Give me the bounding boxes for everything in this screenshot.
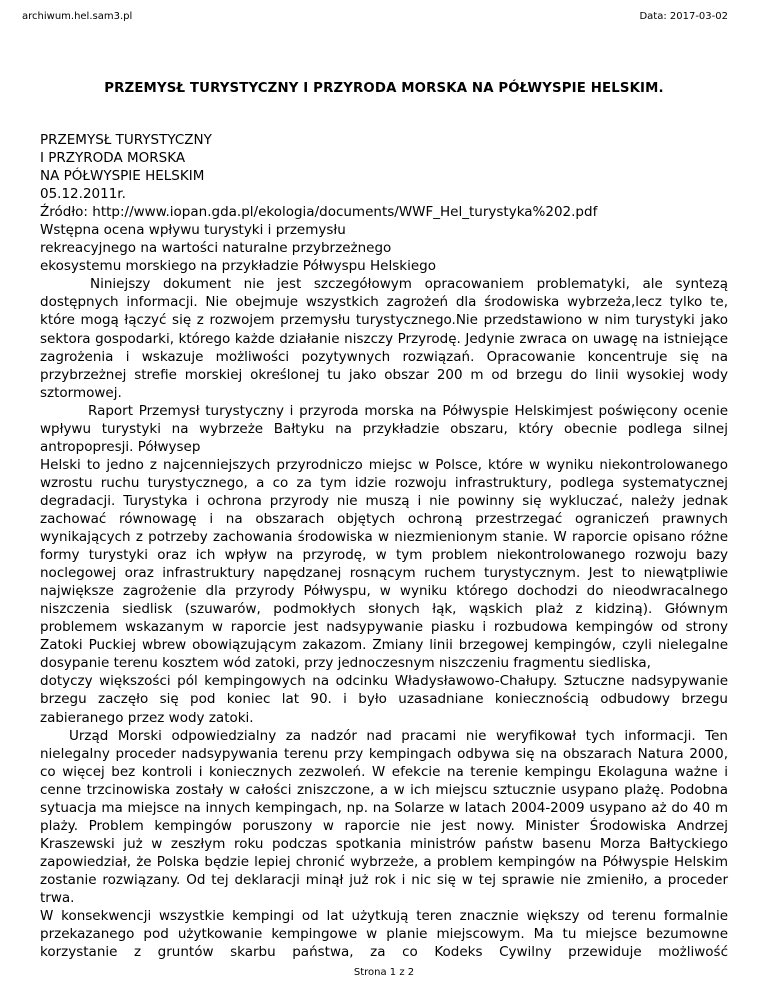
article-body — [40, 131, 728, 961]
intro-line: I PRZYRODA MORSKA — [40, 150, 186, 167]
subtitle-line: ekosystemu morskiego na przykładzie Półwyspu Helskiego — [40, 258, 436, 275]
paragraph: dotyczy większości pól kempingowych na odcinku Władysławowo-Chałupy. Sztuczne nadsypywanie brzegu zaczęło się pod koniec lat 90. i było uzasadniane koniecznością odbudowy brzegu zabieranego przez wody zatoki. — [40, 673, 728, 726]
subtitle-line: rekreacyjnego na wartości naturalne przybrzeżnego — [40, 240, 392, 257]
source-link[interactable]: Źródło: http://www.iopan.gda.pl/ekologia/documents/WWF_Hel_turystyka%202.pdf — [40, 204, 598, 221]
subtitle-line: Wstępna ocena wpływu turystyki i przemysłu — [40, 222, 346, 239]
site-url[interactable]: archiwum.hel.sam3.pl — [22, 11, 133, 22]
document-title: PRZEMYSŁ TURYSTYCZNY I PRZYRODA MORSKA NA PÓŁWYSPIE HELSKIM. — [104, 81, 664, 96]
paragraph: Niniejszy dokument nie jest szczegółowym opracowaniem problematyki, ale syntezą dostępnych informacji. Nie obejmuje wszystkich zagrożeń dla środowiska wybrzeża,lecz tylko te, które mogą łączyć się z rozwojem przemysłu turystycznego.Nie przedstawiono w nim turystyki jako sektora gospodarki, którego każde działanie niszczy Przyrodę. Jedynie zwraca on uwagę na istniejące zagrożenia i wskazuje możliwości pozytywnych rozwiązań. Opracowanie koncentruje się na przybrzeżnej strefie morskiej określonej tu jako obszar 200 m od brzegu do linii wysokiej wody sztormowej. — [40, 276, 728, 401]
article-date: 05.12.2011r. — [40, 186, 126, 203]
paragraph: W konsekwencji wszystkie kempingi od lat użytkują teren znacznie większy od terenu formalnie przekazanego pod użytkowanie kempingowe w planie miejscowym. Ma tu miejsce bezumowne korzystanie z gruntów skarbu państwa, za co Kodeks Cywilny przewiduje możliwość — [40, 908, 728, 961]
paragraph: Helski to jedno z najcenniejszych przyrodniczo miejsc w Polsce, które w wyniku niekontrolowanego wzrostu ruchu turystycznego, a co za tym idzie rozwoju infrastruktury, podlega systematycznej degradacji. Turystyka i ochrona przyrody nie muszą i nie powinny się wykluczać, należy jednak zachować równowagę i na obszarach objętych ochroną przestrzegać ograniczeń prawnych wynikających z potrzeby zachowania środowiska w niezmienionym stanie. W raporcie opisano różne formy turystyki oraz ich wpływ na przyrodę, w tym problem niekontrolowanego rozwoju bazy noclegowej oraz infrastruktury napędzanej rosnącym ruchem turystycznym. Jest to niewątpliwie największe zagrożenie dla przyrody Półwyspu, w wyniku którego dochodzi do nieodwracalnego niszczenia siedlisk (szuwarów, podmokłych słonych łąk, wąskich plaż z kidziną). Głównym problemem wskazanym w raporcie jest nadsypywanie piasku i rozbudowa kempingów od strony Zatoki Puckiej wbrew obowiązującym zakazom. Zmiany linii brzegowej kempingów, czyli nielegalne dosypanie terenu kosztem wód zatoki, przy jednoczesnym niszczeniu fragmentu siedliska, — [40, 456, 728, 672]
print-date: Data: 2017-03-02 — [639, 11, 728, 22]
intro-line: NA PÓŁWYSPIE HELSKIM — [40, 168, 205, 185]
paragraph: Urząd Morski odpowiedzialny za nadzór nad pracami nie weryfikował tych informacji. Ten nielegalny proceder nadsypywania terenu przy kempingach odbywa się na obszarach Natura 2000, co więcej bez kontroli i koniecznych zezwoleń. W efekcie na terenie kempingu Ekolaguna ważne i cenne trzcinowiska zostały w całości zniszczone, a w ich miejscu sztucznie usypano plażę. Podobna sytuacja ma miejsce na innych kempingach, np. na Solarze w latach 2004-2009 usypano aż do 40 m plaży. Problem kempingów poruszony w raporcie nie jest nowy. Minister Środowiska Andrzej Kraszewski już w zeszłym roku podczas spotkania ministrów państw basenu Morza Bałtyckiego zapowiedział, że Polska będzie lepiej chronić wybrzeże, a problem kempingów na Półwyspie Helskim zostanie rozwiązany. Od tej deklaracji minął już rok i nic się w tej sprawie nie zmieniło, a proceder trwa. — [40, 727, 728, 906]
intro-line: PRZEMYSŁ TURYSTYCZNY — [40, 132, 212, 148]
page-number: Strona 1 z 2 — [353, 967, 415, 978]
paragraph: Raport Przemysł turystyczny i przyroda morska na Półwyspie Helskimjest poświęcony ocenie wpływu turystyki na wybrzeże Bałtyku na przykładzie obszaru, który obecnie podlega silnej antropopresji. Półwysep — [40, 402, 728, 455]
